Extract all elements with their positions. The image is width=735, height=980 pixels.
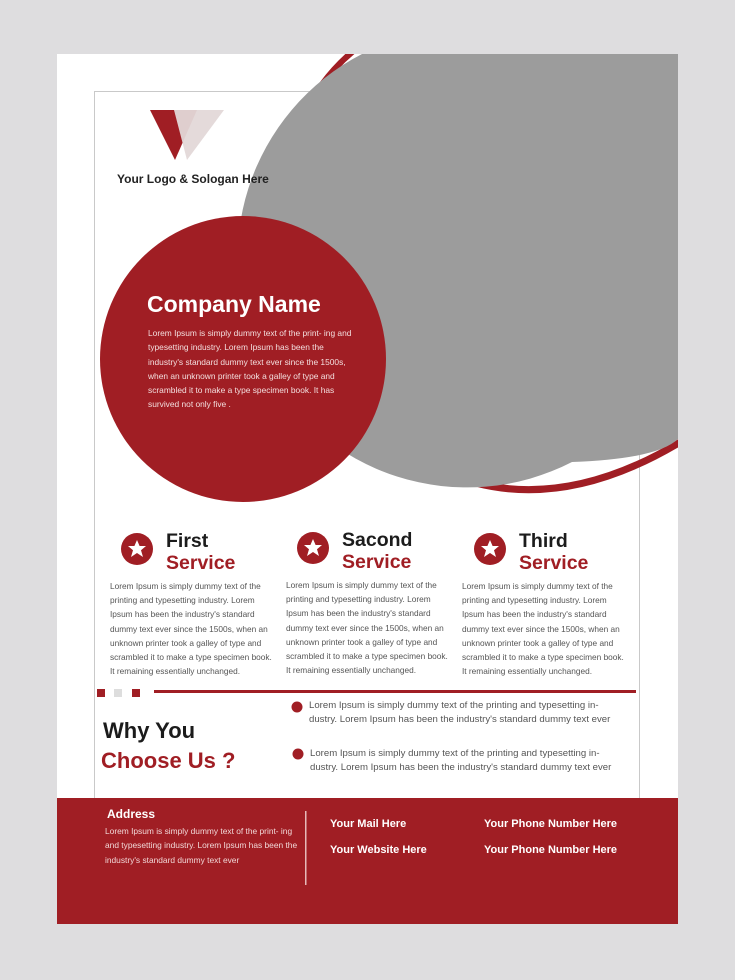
service-title-line2: Service [519, 552, 589, 574]
service-title-second [342, 529, 412, 573]
dot-icon [292, 702, 303, 713]
service-title-line1: Sacond [342, 529, 413, 551]
star-icon [297, 532, 329, 564]
company-name: Company Name [147, 291, 321, 317]
service-title-line1: First [166, 530, 209, 552]
service-title-line2: Service [166, 552, 236, 574]
service-description: Lorem Ipsum is simply dummy text of the printing and typesetting industry. Lorem Ipsum has been the industry's standard dummy text ever since the 1500s, when an unknown printer took a galley of type and scrambled it to make a type specimen book. It remaining essentially unchanged. [110, 581, 272, 677]
service-title-line2: Service [342, 551, 412, 573]
service-title-first [166, 530, 235, 574]
footer-mail: Your Mail Here [330, 818, 407, 830]
footer-divider [305, 811, 307, 885]
divider-line [154, 690, 636, 693]
why-heading-line1: Why You [103, 718, 196, 743]
star-icon [474, 533, 506, 565]
footer-phone: Your Phone Number Here [484, 844, 618, 856]
divider-square-red [97, 689, 105, 697]
why-heading-line2: Choose Us ? [101, 748, 236, 773]
logo-slogan: Your Logo & Sologan Here [117, 172, 269, 186]
company-description: Lorem Ipsum is simply dummy text of the print- ing and typesetting industry. Lorem Ipsum has been the industry's standard dummy text ever since the 1500s, when an unknown printer took a galley of type and scrambled it to make a type specimen book. It has survived not only five . [148, 328, 352, 410]
service-description: Lorem Ipsum is simply dummy text of the printing and typesetting industry. Lorem Ipsum has been the industry's standard dummy text ever since the 1500s, when an unknown printer took a galley of type and scrambled it to make a type specimen book. It remaining essentially unchanged. [286, 580, 448, 676]
why-bullet-text: Lorem Ipsum is simply dummy text of the printing and typesetting in- dustry. Lorem Ipsum has been the industry's standard dummy text ever [310, 748, 612, 773]
footer-address-label: Address [107, 807, 156, 821]
flyer-page [57, 54, 678, 924]
footer-phone: Your Phone Number Here [484, 818, 618, 830]
triangle-logo-icon-light [174, 110, 224, 160]
star-icon [121, 533, 153, 565]
dot-icon [293, 749, 304, 760]
service-title-third [519, 530, 588, 574]
service-description: Lorem Ipsum is simply dummy text of the printing and typesetting industry. Lorem Ipsum has been the industry's standard dummy text ever since the 1500s, when an unknown printer took a galley of type and scrambled it to make a type specimen book. It remaining essentially unchanged. [462, 581, 624, 677]
why-bullet-text: Lorem Ipsum is simply dummy text of the printing and typesetting in- dustry. Lorem Ipsum has been the industry's standard dummy text ever [309, 700, 611, 725]
divider-square-light [114, 689, 122, 697]
service-title-line1: Third [519, 530, 568, 552]
divider-square-red [132, 689, 140, 697]
footer-address-text: Lorem Ipsum is simply dummy text of the print- ing and typesetting industry. Lorem Ipsum has been the industry's standard dummy text ever [105, 826, 298, 865]
footer-website: Your Website Here [330, 844, 427, 856]
